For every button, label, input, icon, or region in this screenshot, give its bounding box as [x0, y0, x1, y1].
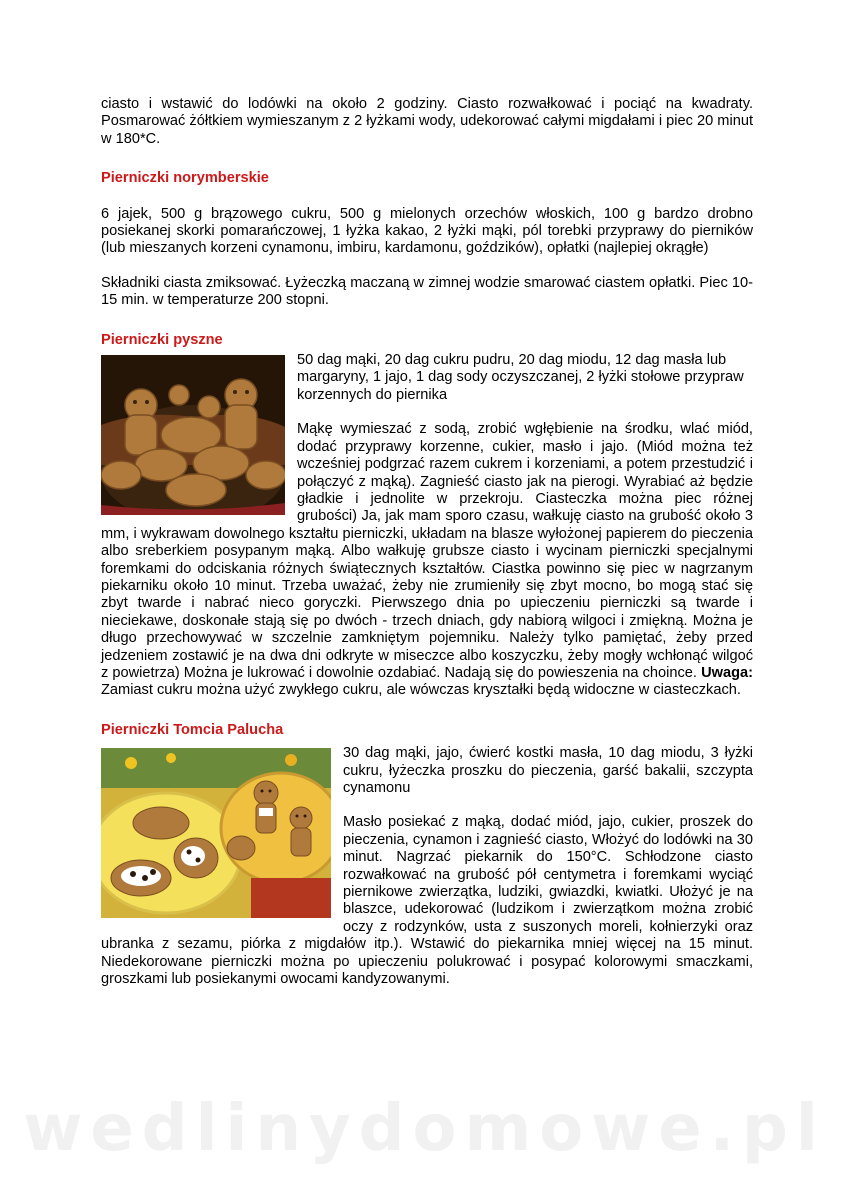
- recipe1-method: Składniki ciasta zmiksować. Łyżeczką maczaną w zimnej wodzie smarować ciastem opłatki. Piec 10-15 min. w temperaturze 200 stopni.: [101, 274, 753, 309]
- decorated-cookies-illustration: [101, 748, 331, 918]
- gingerbread-basket-photo: [101, 355, 285, 515]
- recipe2-title: Pierniczki pyszne: [101, 331, 223, 348]
- recipe3-ingredients: 30 dag mąki, jajo, ćwierć kostki masła, 10 dag miodu, 3 łyżki cukru, łyżeczka proszku do pieczenia, garść bakalii, szczypta cynamonu: [343, 745, 753, 796]
- recipe2-note-text: Zamiast cukru można użyć zwykłego cukru, ale wówczas kryształki będą widoczne w ciasteczkach.: [101, 682, 741, 699]
- document-body: [101, 96, 753, 988]
- recipe2-ingredients: 50 dag mąki, 20 dag cukru pudru, 20 dag miodu, 12 dag masła lub margaryny, 1 jajo, 1 dag sody oczyszczanej, 2 łyżki stołowe przypraw korzennych do piernika: [297, 352, 744, 403]
- recipe1-ingredients: 6 jajek, 500 g brązowego cukru, 500 g mielonych orzechów włoskich, 100 g bardzo drobno posiekanej skorki pomarańczowej, 1 łyżka kakao, 2 łyżki mąki, pól torebki przyprawy do pierników (lub mieszanych korzeni cynamonu, imbiru, kardamonu, goździków), opłatki (najlepiej okrągłe): [101, 205, 753, 257]
- recipe3-method: Masło posiekać z mąką, dodać miód, jajo, cukier, proszek do pieczenia, cynamon i zagnieść ciasto, Włożyć do lodówki na 30 minut. Nagrzać piekarnik do 150°C. Schłodzone ciasto rozwałkować na grubość pół centymetra i foremkami wyciąć piernikowe zwierzątka, ludziki, gwiazdki, kwiatki. Ułożyć je na blaszce, udekorować (ludzikom i zwierzątkom można zrobić oczy z rodzynków, usta z suszonych moreli, kołnierzyki oraz ubranka z sezamu, piórka z migdałów itp.). Wstawić do piekarnika mniej więcej na 15 minut. Niedekorowane pierniczki można po upieczeniu polukrować i posypać kolorowymi smaczkami, groszkami lub posiekanymi owocami kandyzowanymi.: [101, 814, 753, 988]
- tomcio-paluch-cookies-photo: [101, 748, 331, 918]
- recipe2-method-text: Mąkę wymieszać z sodą, zrobić wgłębienie na środku, wlać miód, dodać przyprawy korzenne, cukier, masło i jajo. (Miód można też wcześniej podgrzać razem cukrem i korzeniami, a potem przestudzić i połączyć z mąką). Zagnieść ciasto jak na pierogi. Wyrabiać aż będzie gładkie i jednolite w przekroju. Ciasteczka można piec różnej grubości) Ja, jak mam sporo czasu, wałkuję ciasto na grubość około 3 mm, i wykrawam dowolnego kształtu pierniczki, układam na blasze wyłożonej papierem do pieczenia albo sreberkiem posypanym mąką. Albo wałkuję grubsze ciasto i wycinam pierniczki specjalnymi foremkami do odciskania różnych świątecznych kształtów. Ciastka powinno się piec w nagrzanym piekarniku około 10 minut. Trzeba uważać, żeby nie zrumieniły się zbyt mocno, bo mogą stać się zbyt twarde i nabrać nieco goryczki. Pierwszego dnia po upieczeniu pierniczki są twarde i nieciekawe, doskonałe stają się po dwóch - trzech dniach, gdy nabiorą wilgoci i zmiękną. Można je długo przechowywać w szczelnie zamkniętym pojemniku. Należy tylko pamiętać, żeby przed jedzeniem zostawić je na dwa dni odkryte w miseczce albo koszyczku, żeby mogły wchłonąć wilgoć z powietrza) Można je lukrować i dowolnie ozdabiać. Nadają się do powieszenia na choince.: [101, 421, 753, 681]
- recipe2-note-label: Uwaga:: [701, 664, 753, 681]
- site-watermark: wedlinydomowe.pl: [23, 1092, 826, 1166]
- recipe3-title: Pierniczki Tomcia Palucha: [101, 721, 284, 738]
- intro-paragraph: ciasto i wstawić do lodówki na około 2 godziny. Ciasto rozwałkować i pociąć na kwadraty. Posmarować żółtkiem wymieszanym z 2 łyżkami wody, udekorować całymi migdałami i piec 20 minut w 180*C.: [101, 96, 753, 147]
- recipe1-title: Pierniczki norymberskie: [101, 170, 269, 187]
- gingerbread-basket-illustration: [101, 355, 285, 515]
